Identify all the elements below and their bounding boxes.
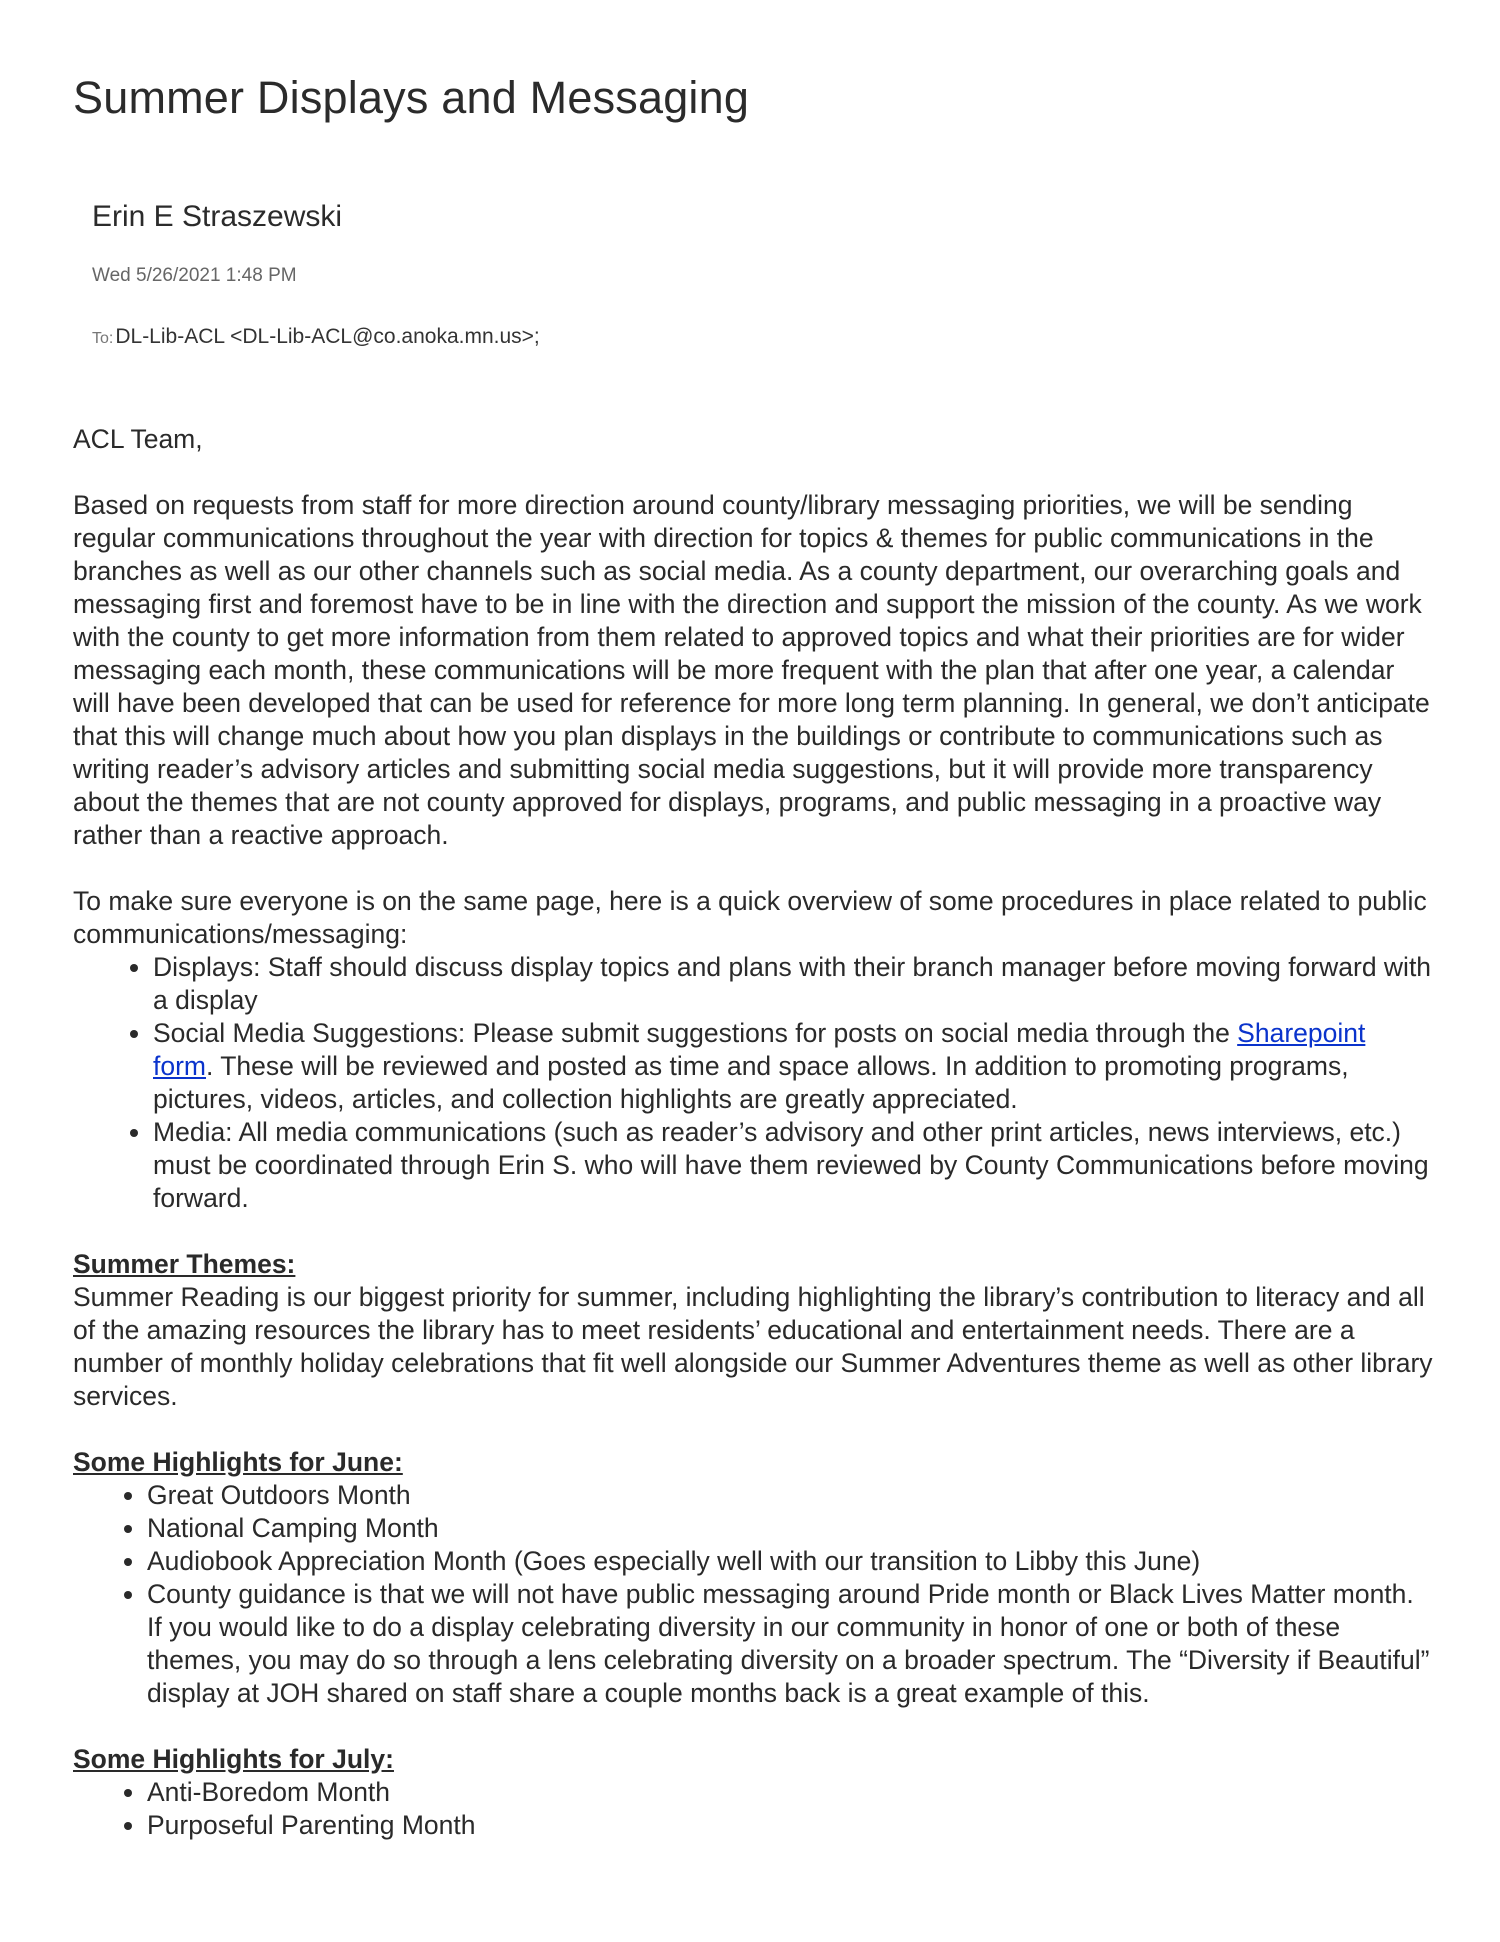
recipient-line xyxy=(92,325,540,349)
procedure-social-media xyxy=(153,1017,1433,1116)
procedures-intro: To make sure everyone is on the same page, here is a quick overview of some procedures in place related to public communications/messaging: xyxy=(73,886,1427,949)
procedure-social-text-end: . These will be reviewed and posted as time and space allows. In addition to promoting programs, pictures, videos, articles, and collection highlights are greatly appreciated. xyxy=(153,1051,1349,1114)
june-highlights-list xyxy=(73,1479,1433,1710)
summer-themes-heading: Summer Themes: xyxy=(73,1249,296,1279)
procedure-social-text: Social Media Suggestions: Please submit suggestions for posts on social media through the xyxy=(153,1018,1238,1048)
list-item: • Audiobook Appreciation Month (Goes especially well with our transition to Libby this June) xyxy=(147,1545,1433,1578)
list-item: • Anti-Boredom Month xyxy=(147,1776,1433,1809)
list-item: • County guidance is that we will not have public messaging around Pride month or Black Lives Matter month. If you would like to do a display celebrating diversity in our community in honor of one or both of these themes, you may do so through a lens celebrating diversity on a broader spectrum. The “Diversity if Beautiful” display at JOH shared on staff share a couple months back is a great example of this. xyxy=(147,1578,1433,1710)
sent-date: Wed 5/26/2021 1:48 PM xyxy=(92,265,297,286)
sender-name[interactable]: Erin E Straszewski xyxy=(92,200,343,233)
list-item: • National Camping Month xyxy=(147,1512,1433,1545)
message-body xyxy=(73,423,1433,1842)
july-highlights-list xyxy=(73,1776,1433,1842)
greeting: ACL Team, xyxy=(73,424,203,454)
summer-themes-text: Summer Reading is our biggest priority for summer, including highlighting the library’s contribution to literacy and all of the amazing resources the library has to meet residents’ educational and entertainment needs. There are a number of monthly holiday celebrations that fit well alongside our Summer Adventures theme as well as other library services. xyxy=(73,1282,1433,1411)
list-item: • Great Outdoors Month xyxy=(147,1479,1433,1512)
email-subject: Summer Displays and Messaging xyxy=(73,72,750,123)
intro-paragraph: Based on requests from staff for more direction around county/library messaging priorities, we will be sending regular communications throughout the year with direction for topics & themes for public communications in the branches as well as our other channels such as social media. As a county department, our overarching goals and messaging first and foremost have to be in line with the direction and support the mission of the county. As we work with the county to get more information from them related to approved topics and what their priorities are for wider messaging each month, these communications will be more frequent with the plan that after one year, a calendar will have been developed that can be used for reference for more long term planning. In general, we don’t anticipate that this will change much about how you plan displays in the buildings or contribute to communications such as writing reader’s advisory articles and submitting social media suggestions, but it will provide more transparency about the themes that are not county approved for displays, programs, and public messaging in a proactive way rather than a reactive approach. xyxy=(73,490,1430,850)
procedure-displays: • Displays: Staff should discuss display topics and plans with their branch manager before moving forward with a display xyxy=(153,951,1433,1017)
recipient-address[interactable]: DL-Lib-ACL <DL-Lib-ACL@co.anoka.mn.us>; xyxy=(115,325,540,348)
june-highlights-heading: Some Highlights for June: xyxy=(73,1447,403,1477)
sharepoint-form-link[interactable]: Sharepoint form xyxy=(153,1018,1366,1081)
procedures-list xyxy=(73,951,1433,1215)
july-highlights-heading: Some Highlights for July: xyxy=(73,1744,394,1774)
list-item: • Purposeful Parenting Month xyxy=(147,1809,1433,1842)
procedure-media: • Media: All media communications (such as reader’s advisory and other print articles, news interviews, etc.) must be coordinated through Erin S. who will have them reviewed by County Communications before moving forward. xyxy=(153,1116,1433,1215)
to-label: To: xyxy=(92,330,114,347)
